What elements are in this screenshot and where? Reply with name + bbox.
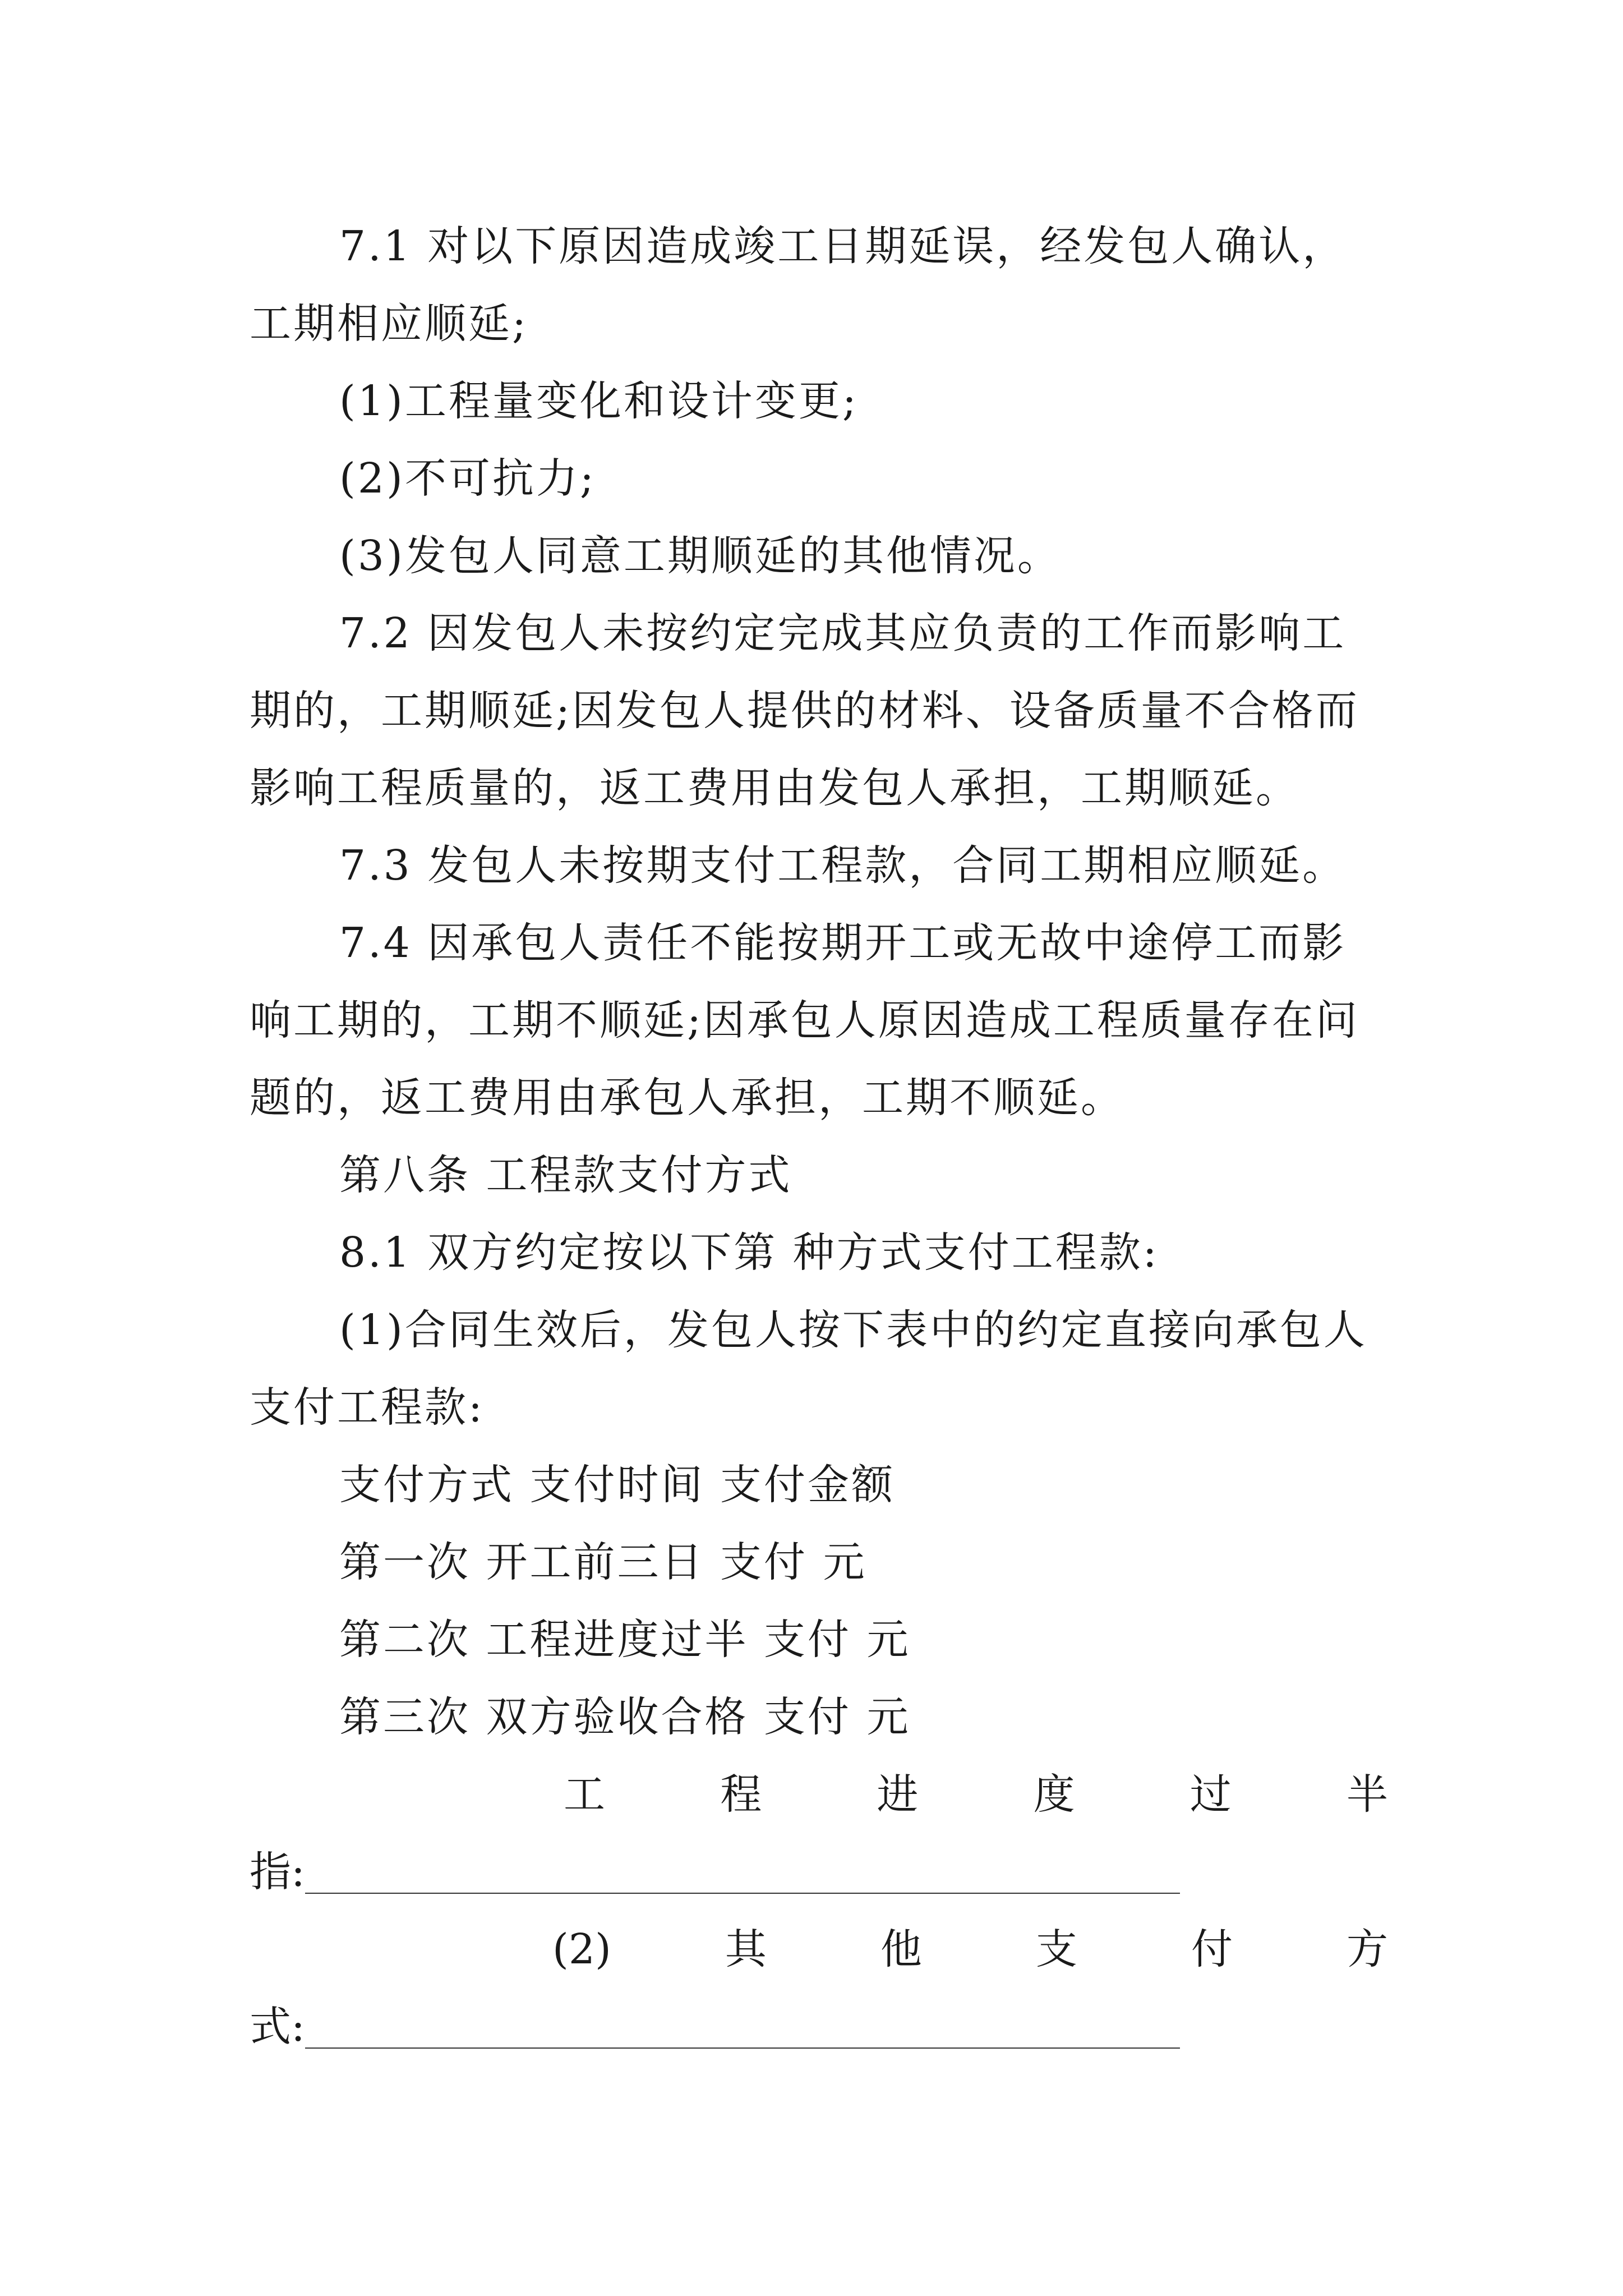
- payment-table-header: 支付方式 支付时间 支付金额: [339, 1461, 896, 1509]
- paragraph-item-2: (2)不可抗力;: [339, 454, 596, 503]
- paragraph-7-1: 7.1 对以下原因造成竣工日期延误，经发包人确认，工期相应顺延;: [250, 222, 1347, 348]
- other-payment-label: (2) 其 他 支 付 方: [552, 1925, 1388, 1973]
- payment-row-1: 第一次 开工前三日 支付 元: [339, 1538, 867, 1586]
- payment-row-2: 第二次 工程进度过半 支付 元: [339, 1616, 911, 1664]
- paragraph-item-3: (3)发包人同意工期顺延的其他情况。: [339, 532, 1061, 580]
- paragraph-8-1: 8.1 双方约定按以下第 种方式支付工程款:: [339, 1228, 1159, 1277]
- paragraph-7-4: 7.4 因承包人责任不能按期开工或无故中途停工而影响工期的，工期不顺延;因承包人原因造成工程质量存在问题的，返工费用由承包人承担，工期不顺延。: [250, 919, 1359, 1122]
- paragraph-7-2: 7.2 因发包人未按约定完成其应负责的工作而影响工期的，工期顺延;因发包人提供的材料、设备质量不合格而影响工程质量的，返工费用由发包人承担，工期顺延。: [250, 609, 1359, 812]
- half-progress-suffix: 指:: [250, 1848, 305, 1896]
- other-payment-fill-line: [250, 1988, 1388, 2065]
- paragraph-item-1: (1)工程量变化和设计变更;: [339, 377, 859, 425]
- other-payment-suffix: 式:: [250, 2003, 305, 2051]
- other-payment-blank[interactable]: [305, 2007, 1180, 2049]
- article-8-heading: 第八条 工程款支付方式: [339, 1151, 792, 1199]
- paragraph-payment-1: (1)合同生效后，发包人按下表中的约定直接向承包人支付工程款:: [250, 1306, 1367, 1432]
- payment-row-3: 第三次 双方验收合格 支付 元: [339, 1693, 911, 1741]
- half-progress-label: 工 程 进 度 过 半: [564, 1770, 1388, 1819]
- half-progress-blank[interactable]: [305, 1852, 1180, 1894]
- half-progress-fill-line: [250, 1833, 1388, 1911]
- paragraph-7-3: 7.3 发包人未按期支付工程款，合同工期相应顺延。: [339, 841, 1347, 890]
- document-page: [250, 208, 1388, 2065]
